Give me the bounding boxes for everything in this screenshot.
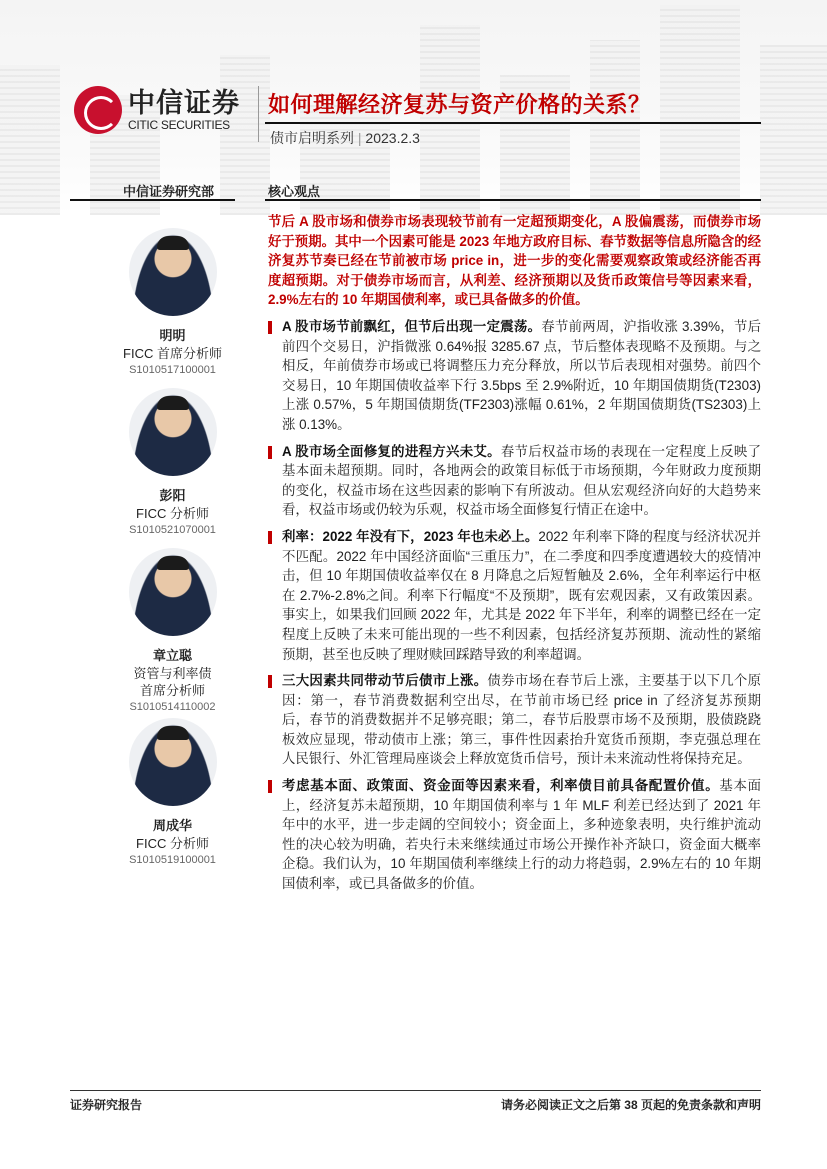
citic-seal-icon bbox=[74, 86, 122, 134]
analyst-id: S1010514110002 bbox=[129, 701, 216, 713]
key-point-text: 债券市场在春节后上涨，主要基于以下几个原因：第一，春节消费数据利空出尽，在节前市场已经 price in 了经济复苏预期后，春节的消费数据并不足够亮眼；第二，春节后股票市场不及预期，股债跷跷板效应显现，带动债市上涨；第三，事件性因素抬升宽货币预期，李克强总理在人民银行、外汇管理局座谈会上释放宽货币信号，预计未来流动性将保持充足。 bbox=[282, 673, 762, 767]
report-date: 2023.2.3 bbox=[365, 130, 420, 146]
key-point bbox=[268, 442, 761, 520]
analyst-photo bbox=[129, 548, 217, 636]
key-points bbox=[268, 317, 761, 901]
analyst-photo bbox=[129, 718, 217, 806]
analyst-photo bbox=[129, 388, 217, 476]
key-point-lead: A 股市场全面修复的进程方兴未艾。 bbox=[282, 443, 501, 459]
subtitle-separator: | bbox=[357, 130, 362, 146]
dept-rule bbox=[70, 199, 235, 201]
footer-rule bbox=[70, 1090, 761, 1091]
key-point-text: 基本面上，经济复苏未超预期，10 年期国债利率与 1 年 MLF 利差已经达到了 2021 年年中的水平，进一步走阔的空间较小；资金面上，多种迹象表明，央行维护流动性的决心较为明确，若央行未来继续通过市场公开操作补齐缺口，资金面大概率企稳。我们认为，10 年期国债利率继续上行的动力将趋弱，2.9%左右的 10 年期国债利率，或已具备做多的价值。 bbox=[282, 778, 761, 892]
footer-report-type: 证券研究报告 bbox=[70, 1098, 143, 1112]
logo-en: CITIC SECURITIES bbox=[128, 118, 230, 132]
analyst-id: S1010517100001 bbox=[129, 364, 216, 376]
header-divider bbox=[258, 86, 259, 142]
core-view-rule bbox=[265, 199, 761, 201]
logo-cn: 中信证券 bbox=[128, 88, 240, 118]
citic-logo bbox=[74, 86, 240, 134]
analyst-id: S1010521070001 bbox=[129, 524, 216, 536]
key-point-text: 春节后权益市场的表现在一定程度上反映了基本面未超预期。同时，各地两会的政策目标低于市场预期，今年财政力度预期的变化，权益市场在这些因素的影响下有所波动。但从宏观经济向好的大趋势来看，权益市场或仍较为乐观，权益市场全面修复行情正在途中。 bbox=[282, 443, 761, 518]
report-subtitle bbox=[270, 128, 420, 148]
key-point bbox=[268, 671, 761, 769]
analyst-card bbox=[105, 388, 240, 539]
key-point-lead: 三大因素共同带动节后债市上涨。 bbox=[282, 673, 488, 689]
analyst-role: FICC 分析师 bbox=[136, 506, 209, 521]
key-point bbox=[268, 527, 761, 664]
analyst-name: 章立聪 bbox=[152, 648, 192, 663]
analyst-role: FICC 首席分析师 bbox=[123, 346, 222, 361]
analyst-role: FICC 分析师 bbox=[136, 836, 209, 851]
analyst-name: 周成华 bbox=[152, 818, 192, 833]
series-name: 债市启明系列 bbox=[270, 130, 354, 146]
bullet-marker-icon bbox=[268, 675, 272, 688]
summary-text: 节后 A 股市场和债券市场表现较节前有一定超预期变化，A 股偏震荡，而债券市场好于预期。其中一个因素可能是 2023 年地方政府目标、春节数据等信息所隐含的经济复苏节奏已经在节前被市场 price in，进一步的变化需要观察政策或经济能否再度超预期。对于债券市场而言，从利差、经济预期以及货币政策信号等因素来看，2.9%左右的 10 年期国债利率，或已具备做多的价值。 bbox=[268, 214, 761, 308]
analyst-id: S1010519100001 bbox=[129, 854, 216, 866]
key-point bbox=[268, 317, 761, 435]
key-point-text: 2022 年利率下降的程度与经济状况并不匹配。2022 年中国经济面临“三重压力”，在二季度和四季度遭遇较大的疫情冲击，但 10 年期国债收益率仅在 8 月降息之后短暂触及 2.6%，全年利率运行中枢在 2.7%-2.8%之间。利率下行幅度“不及预期”，既有宏观因素，又有政策因素。事实上，如果我们回顾 2022 年，尤其是 2022 年下半年，利率的调整已经在一定程度上反映了未来可能出现的一些不利因素，包括经济复苏预期、流动性的紧缩预期，甚至也反映了理财赎回踩踏导致的利率超调。 bbox=[282, 528, 761, 662]
analyst-role: 资管与利率债首席分析师 bbox=[133, 666, 212, 698]
key-point-text: 春节前两周，沪指收涨 3.39%，节后前四个交易日，沪指微涨 0.64%报 3285.67 点，节后整体表现略不及预期。与之相反，年前债券市场或已将调整压力充分释放，所以节后表现相对强势。前四个交易日，10 年期国债收益率下行 3.5bps 至 2.9%附近，10 年期国债期货(T2303)上涨 0.57%，5 年期国债期货(TF2303)涨幅 0.61%，2 年期国债期货(TS2303)上涨 0.13%。 bbox=[282, 319, 761, 432]
footer-disclaimer: 请务必阅读正文之后第 38 页起的免责条款和声明 bbox=[500, 1098, 761, 1112]
analyst-name: 明明 bbox=[159, 328, 186, 343]
bullet-marker-icon bbox=[268, 531, 272, 544]
key-point bbox=[268, 776, 761, 894]
core-view-heading: 核心观点 bbox=[268, 184, 321, 199]
analyst-name: 彭阳 bbox=[159, 488, 186, 503]
bullet-marker-icon bbox=[268, 321, 272, 334]
key-point-lead: A 股市场节前飘红，但节后出现一定震荡。 bbox=[282, 319, 542, 334]
report-title: 如何理解经济复苏与资产价格的关系？ bbox=[268, 92, 651, 117]
dept-heading: 中信证券研究部 bbox=[123, 184, 215, 199]
analyst-card bbox=[105, 718, 240, 869]
analyst-photo bbox=[129, 228, 217, 316]
title-rule bbox=[265, 122, 761, 124]
bullet-marker-icon bbox=[268, 446, 272, 459]
analyst-card bbox=[105, 228, 240, 379]
analyst-card bbox=[105, 548, 240, 716]
key-point-lead: 利率：2022 年没有下，2023 年也未必上。 bbox=[282, 528, 539, 544]
bullet-marker-icon bbox=[268, 780, 272, 793]
key-point-lead: 考虑基本面、政策面、资金面等因素来看，利率债目前具备配置价值。 bbox=[282, 778, 720, 794]
